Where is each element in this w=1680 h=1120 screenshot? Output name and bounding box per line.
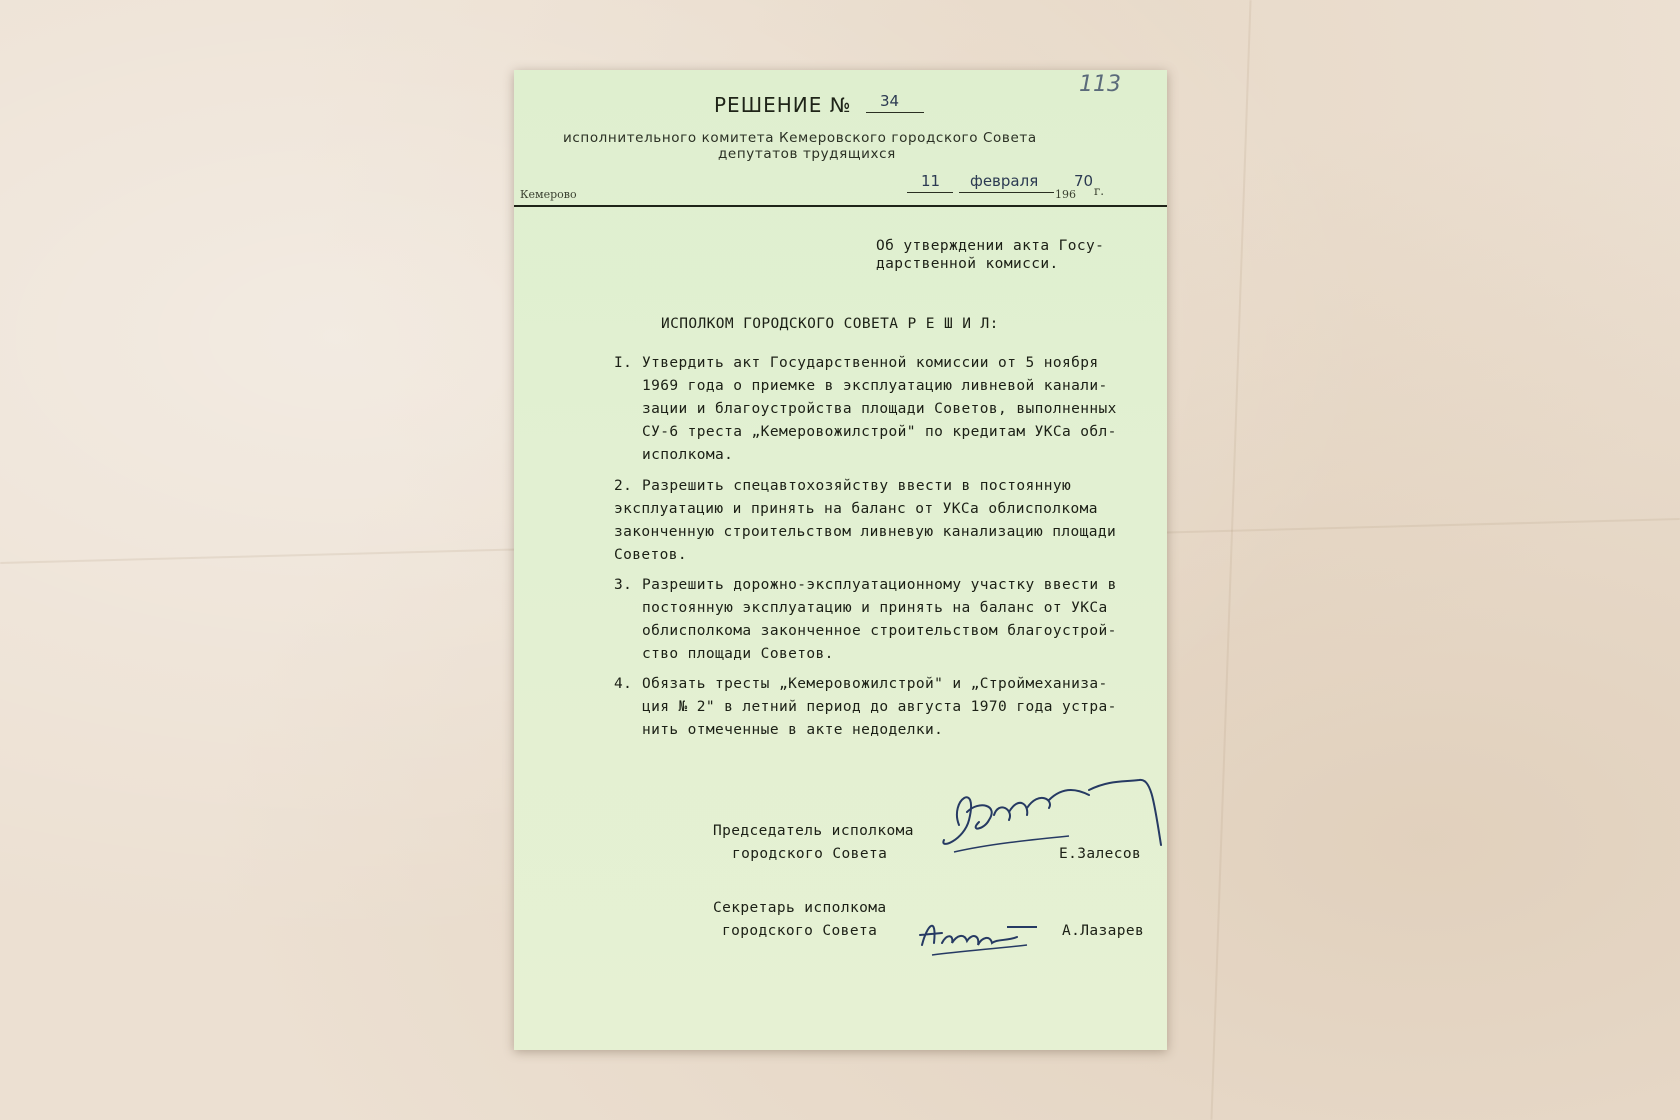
chair-title-1: Председатель исполкома bbox=[713, 823, 914, 839]
item-number: 2. bbox=[614, 478, 633, 494]
committee-line-2: депутатов трудящихся bbox=[718, 146, 896, 162]
chair-name: Е.Залесов bbox=[1059, 846, 1142, 862]
decision-number-line bbox=[866, 112, 924, 113]
date-month: февраля bbox=[970, 172, 1039, 190]
date-day-line bbox=[907, 192, 953, 193]
document-title bbox=[714, 93, 852, 117]
item-text: 1969 года о приемке в эксплуатацию ливневой канали- зации и благоустройства площади Советов, выполненных СУ-6 треста „Кемеровожилстрой" по кредитам УКСа обл- исполкома. bbox=[642, 378, 1117, 463]
item-first-line: Разрешить дорожно-эксплуатационному участку ввести в bbox=[642, 577, 1117, 593]
decision-number: 34 bbox=[880, 92, 900, 110]
item-first-line: Обязать тресты „Кемеровожилстрой" и „Строймеханиза- bbox=[642, 676, 1108, 692]
item-text: эксплуатацию и принять на баланс от УКСа облисполкома законченную строительством ливневую канализацию площади Советов. bbox=[614, 501, 1117, 563]
date-month-line bbox=[959, 192, 1054, 193]
document-sheet bbox=[514, 70, 1167, 1050]
resolution-heading: ИСПОЛКОМ ГОРОДСКОГО СОВЕТА Р Е Ш И Л: bbox=[661, 316, 999, 332]
header-rule bbox=[514, 205, 1167, 207]
archive-number: 113 bbox=[1079, 72, 1121, 97]
secretary-signature-image bbox=[912, 905, 1052, 965]
title-label: РЕШЕНИЕ № bbox=[714, 93, 852, 117]
item-first-line: Разрешить спецавтохозяйству ввести в постоянную bbox=[642, 478, 1072, 494]
committee-line-1: исполнительного комитета Кемеровского городского Совета bbox=[563, 130, 1037, 146]
subject-text: Об утверждении акта Госу- дарственной комисси. bbox=[876, 238, 1105, 272]
date-year-printed: 196 bbox=[1055, 188, 1076, 201]
item-first-line: Утвердить акт Государственной комиссии от 5 ноября bbox=[642, 355, 1099, 371]
secretary-title-2: городского Совета bbox=[722, 923, 878, 939]
item-number: 4. bbox=[614, 676, 633, 692]
background-crease bbox=[1210, 0, 1251, 1119]
secretary-name: А.Лазарев bbox=[1062, 923, 1145, 939]
item-number: 3. bbox=[614, 577, 633, 593]
item-number: I. bbox=[614, 355, 633, 371]
item-text: ция № 2" в летний период до августа 1970 года устра- нить отмеченные в акте недоделки. bbox=[642, 699, 1117, 738]
chair-title-2: городского Совета bbox=[732, 846, 888, 862]
item-text: постоянную эксплуатацию и принять на баланс от УКСа облисполкома законченное строительством благоустрой- ство площади Советов. bbox=[642, 600, 1117, 662]
date-day: 11 bbox=[921, 172, 941, 190]
date-year-suffix: г. bbox=[1094, 184, 1105, 198]
date-year-hand: 70 bbox=[1074, 172, 1094, 190]
secretary-title-1: Секретарь исполкома bbox=[713, 900, 887, 916]
city-label: Кемерово bbox=[520, 188, 577, 201]
